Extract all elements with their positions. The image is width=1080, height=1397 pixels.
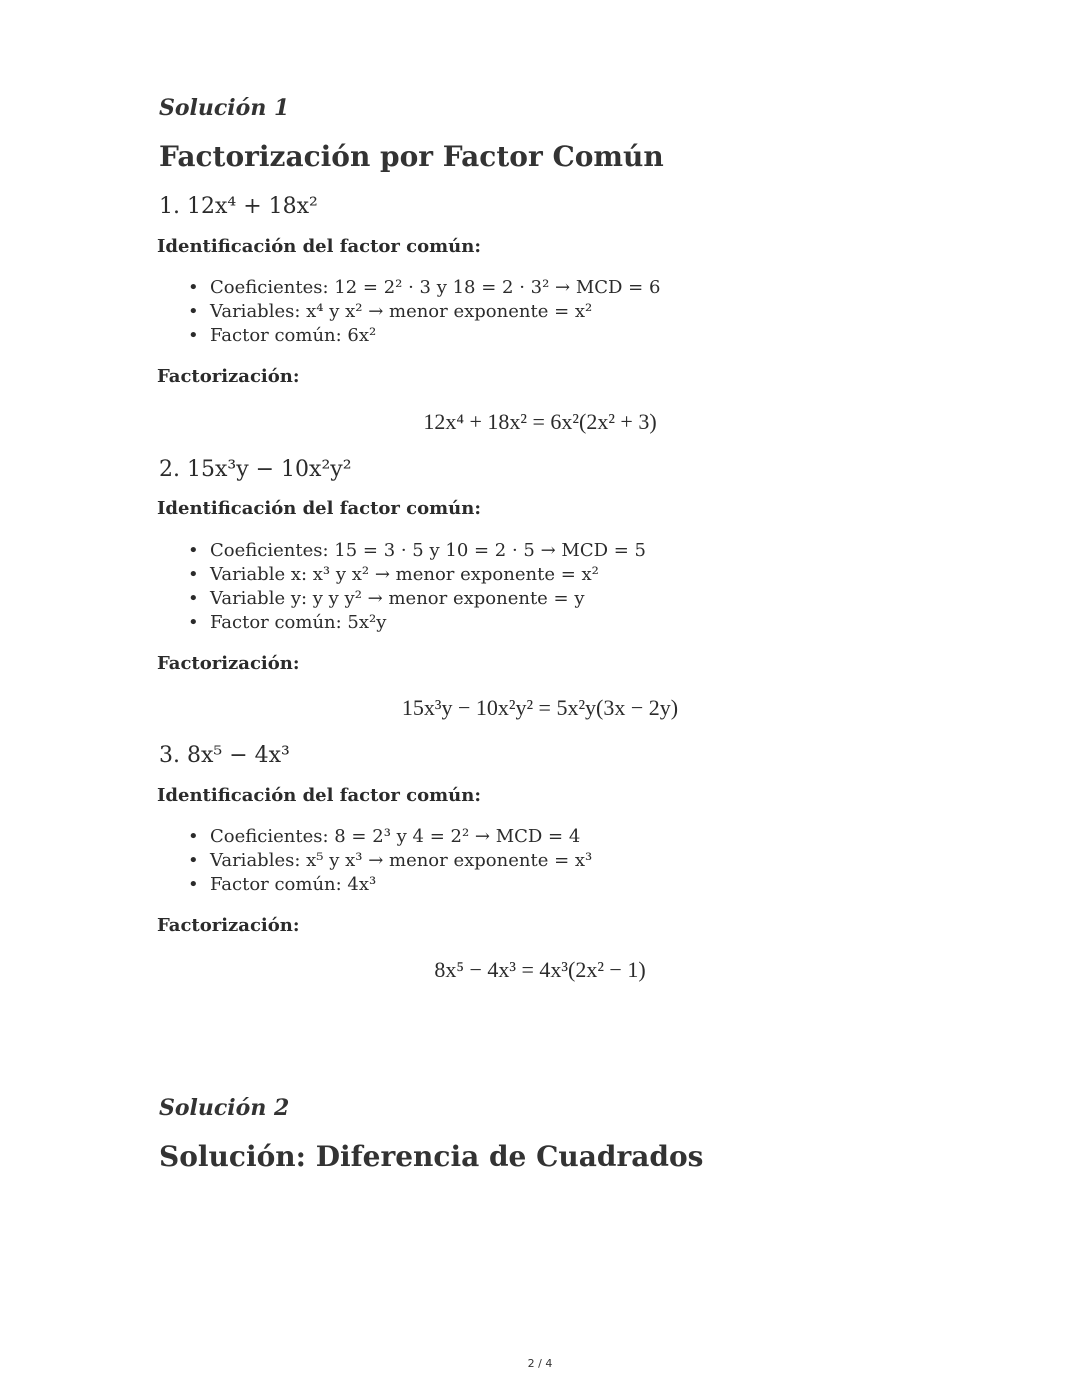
- bullet-list: [188, 825, 592, 897]
- factorization-label: Factorización:: [157, 653, 300, 674]
- list-item: • Variables: x⁴ y x² → menor exponente = x²: [188, 300, 660, 324]
- equation: 12x⁴ + 18x² = 6x²(2x² + 3): [423, 409, 657, 434]
- problem-heading: 2. 15x³y − 10x²y²: [159, 457, 352, 482]
- problem-heading: 1. 12x⁴ + 18x²: [159, 194, 318, 219]
- problem-heading: 3. 8x⁵ − 4x³: [159, 743, 290, 768]
- list-item: • Variable x: x³ y x² → menor exponente = x²: [188, 563, 646, 587]
- section-title: Factorización por Factor Común: [159, 140, 664, 173]
- equation: 8x⁵ − 4x³ = 4x³(2x² − 1): [434, 957, 646, 982]
- solution-label: Solución 1: [159, 95, 290, 121]
- bullet-list: [188, 539, 646, 635]
- bullet-list: [188, 276, 660, 348]
- list-item: • Coeficientes: 15 = 3 · 5 y 10 = 2 · 5 → MCD = 5: [188, 539, 646, 563]
- identification-label: Identificación del factor común:: [157, 498, 481, 519]
- list-item: • Coeficientes: 12 = 2² · 3 y 18 = 2 · 3² → MCD = 6: [188, 276, 660, 300]
- factorization-label: Factorización:: [157, 366, 300, 387]
- identification-label: Identificación del factor común:: [157, 785, 481, 806]
- list-item: • Factor común: 6x²: [188, 324, 660, 348]
- solution-label: Solución 2: [159, 1095, 290, 1121]
- equation: 15x³y − 10x²y² = 5x²y(3x − 2y): [401, 695, 679, 720]
- list-item: • Factor común: 4x³: [188, 873, 592, 897]
- list-item: • Factor común: 5x²y: [188, 611, 646, 635]
- factorization-label: Factorización:: [157, 915, 300, 936]
- identification-label: Identificación del factor común:: [157, 236, 481, 257]
- list-item: • Variable y: y y y² → menor exponente = y: [188, 587, 646, 611]
- list-item: • Coeficientes: 8 = 2³ y 4 = 2² → MCD = 4: [188, 825, 592, 849]
- section-title: Solución: Diferencia de Cuadrados: [159, 1140, 704, 1173]
- list-item: • Variables: x⁵ y x³ → menor exponente = x³: [188, 849, 592, 873]
- page-indicator: 2 / 4: [527, 1357, 553, 1370]
